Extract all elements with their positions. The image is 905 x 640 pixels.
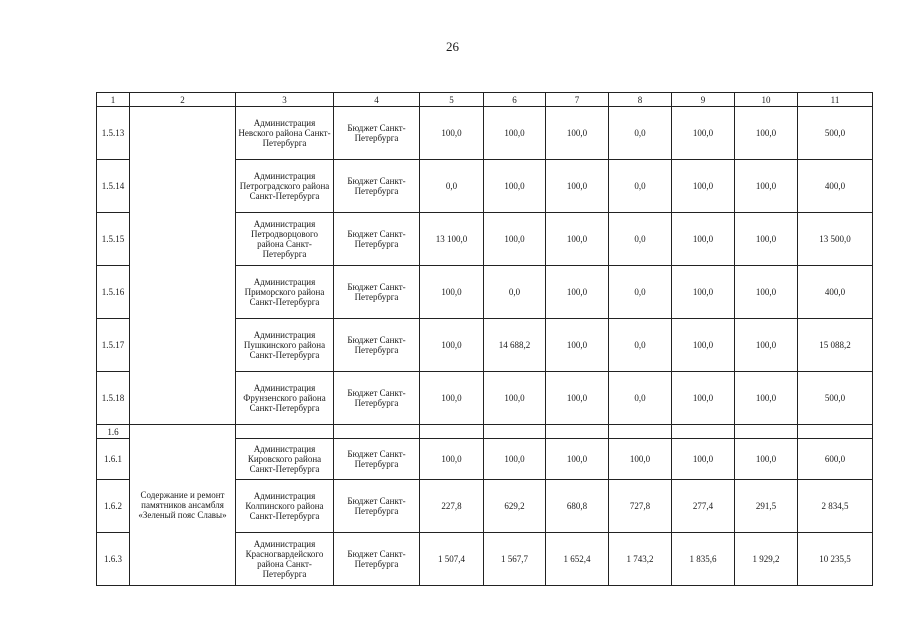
admin-cell: Администрация Невского района Санкт-Петербурга	[236, 107, 334, 160]
value-cell: 0,0	[609, 160, 672, 213]
value-cell: 100,0	[420, 372, 484, 425]
value-cell: 0,0	[609, 266, 672, 319]
value-cell: 100,0	[735, 266, 798, 319]
source-cell: Бюджет Санкт-Петербурга	[334, 266, 420, 319]
value-cell: 227,8	[420, 480, 484, 533]
row-number: 1.5.15	[97, 213, 130, 266]
admin-cell: Администрация Пушкинского района Санкт-Петербурга	[236, 319, 334, 372]
col-header: 10	[735, 93, 798, 107]
col-header: 8	[609, 93, 672, 107]
row-number: 1.5.14	[97, 160, 130, 213]
value-cell: 100,0	[609, 439, 672, 480]
total-cell: 400,0	[798, 160, 873, 213]
admin-cell: Администрация Красногвардейского района Санкт-Петербурга	[236, 533, 334, 586]
col-header: 2	[130, 93, 236, 107]
value-cell: 727,8	[609, 480, 672, 533]
section-row	[97, 425, 873, 439]
col-header: 6	[484, 93, 546, 107]
col-header: 9	[672, 93, 735, 107]
value-cell: 100,0	[735, 107, 798, 160]
value-cell: 100,0	[484, 439, 546, 480]
value-cell: 100,0	[672, 266, 735, 319]
row-number: 1.6	[97, 425, 130, 439]
admin-cell: Администрация Приморского района Санкт-Петербурга	[236, 266, 334, 319]
total-cell: 400,0	[798, 266, 873, 319]
source-cell: Бюджет Санкт-Петербурга	[334, 372, 420, 425]
row-number: 1.6.2	[97, 480, 130, 533]
value-cell: 100,0	[546, 107, 609, 160]
value-cell: 100,0	[672, 107, 735, 160]
value-cell: 629,2	[484, 480, 546, 533]
value-cell: 100,0	[672, 319, 735, 372]
row-number: 1.6.3	[97, 533, 130, 586]
col-header: 1	[97, 93, 130, 107]
value-cell: 1 929,2	[735, 533, 798, 586]
value-cell: 1 743,2	[609, 533, 672, 586]
source-cell: Бюджет Санкт-Петербурга	[334, 213, 420, 266]
value-cell: 100,0	[546, 372, 609, 425]
source-cell: Бюджет Санкт-Петербурга	[334, 160, 420, 213]
admin-cell: Администрация Петроградского района Санкт-Петербурга	[236, 160, 334, 213]
value-cell: 291,5	[735, 480, 798, 533]
total-cell: 10 235,5	[798, 533, 873, 586]
row-number: 1.5.16	[97, 266, 130, 319]
admin-cell: Администрация Петродворцового района Санкт-Петербурга	[236, 213, 334, 266]
value-cell: 1 567,7	[484, 533, 546, 586]
table-row	[97, 107, 873, 160]
row-number: 1.6.1	[97, 439, 130, 480]
source-cell: Бюджет Санкт-Петербурга	[334, 480, 420, 533]
row-number: 1.5.18	[97, 372, 130, 425]
value-cell: 0,0	[609, 319, 672, 372]
col-header: 3	[236, 93, 334, 107]
value-cell: 0,0	[609, 372, 672, 425]
value-cell: 0,0	[609, 107, 672, 160]
col-header: 5	[420, 93, 484, 107]
total-cell: 13 500,0	[798, 213, 873, 266]
value-cell: 1 835,6	[672, 533, 735, 586]
value-cell: 100,0	[420, 107, 484, 160]
source-cell: Бюджет Санкт-Петербурга	[334, 319, 420, 372]
total-cell: 15 088,2	[798, 319, 873, 372]
value-cell: 0,0	[420, 160, 484, 213]
total-cell: 600,0	[798, 439, 873, 480]
value-cell: 100,0	[546, 160, 609, 213]
value-cell: 100,0	[672, 439, 735, 480]
value-cell: 100,0	[672, 213, 735, 266]
value-cell: 100,0	[735, 439, 798, 480]
value-cell: 680,8	[546, 480, 609, 533]
value-cell: 100,0	[546, 266, 609, 319]
value-cell: 100,0	[484, 160, 546, 213]
value-cell: 1 507,4	[420, 533, 484, 586]
value-cell: 100,0	[672, 372, 735, 425]
row-number: 1.5.13	[97, 107, 130, 160]
value-cell: 100,0	[735, 372, 798, 425]
admin-cell: Администрация Фрунзенского района Санкт-Петербурга	[236, 372, 334, 425]
budget-table	[96, 92, 873, 586]
value-cell: 0,0	[609, 213, 672, 266]
row-number: 1.5.17	[97, 319, 130, 372]
col-header: 7	[546, 93, 609, 107]
value-cell: 14 688,2	[484, 319, 546, 372]
value-cell: 100,0	[420, 439, 484, 480]
value-cell: 100,0	[546, 439, 609, 480]
value-cell: 100,0	[735, 160, 798, 213]
source-cell: Бюджет Санкт-Петербурга	[334, 439, 420, 480]
value-cell: 100,0	[546, 213, 609, 266]
col-header: 4	[334, 93, 420, 107]
value-cell: 13 100,0	[420, 213, 484, 266]
value-cell: 100,0	[420, 319, 484, 372]
total-cell: 500,0	[798, 107, 873, 160]
admin-cell: Администрация Колпинского района Санкт-Петербурга	[236, 480, 334, 533]
source-cell: Бюджет Санкт-Петербурга	[334, 533, 420, 586]
value-cell: 100,0	[735, 213, 798, 266]
total-cell: 2 834,5	[798, 480, 873, 533]
col-header: 11	[798, 93, 873, 107]
value-cell: 100,0	[735, 319, 798, 372]
value-cell: 0,0	[484, 266, 546, 319]
merged-empty-cell	[130, 107, 236, 425]
value-cell: 100,0	[420, 266, 484, 319]
source-cell: Бюджет Санкт-Петербурга	[334, 107, 420, 160]
value-cell: 100,0	[672, 160, 735, 213]
value-cell: 277,4	[672, 480, 735, 533]
value-cell: 100,0	[484, 372, 546, 425]
admin-cell: Администрация Кировского района Санкт-Петербурга	[236, 439, 334, 480]
value-cell: 100,0	[546, 319, 609, 372]
page-number: 26	[446, 39, 459, 54]
value-cell: 1 652,4	[546, 533, 609, 586]
header-row	[97, 93, 873, 107]
value-cell: 100,0	[484, 107, 546, 160]
total-cell: 500,0	[798, 372, 873, 425]
section-title: Содержание и ремонт памятников ансамбля «Зеленый пояс Славы»	[130, 425, 236, 586]
value-cell: 100,0	[484, 213, 546, 266]
